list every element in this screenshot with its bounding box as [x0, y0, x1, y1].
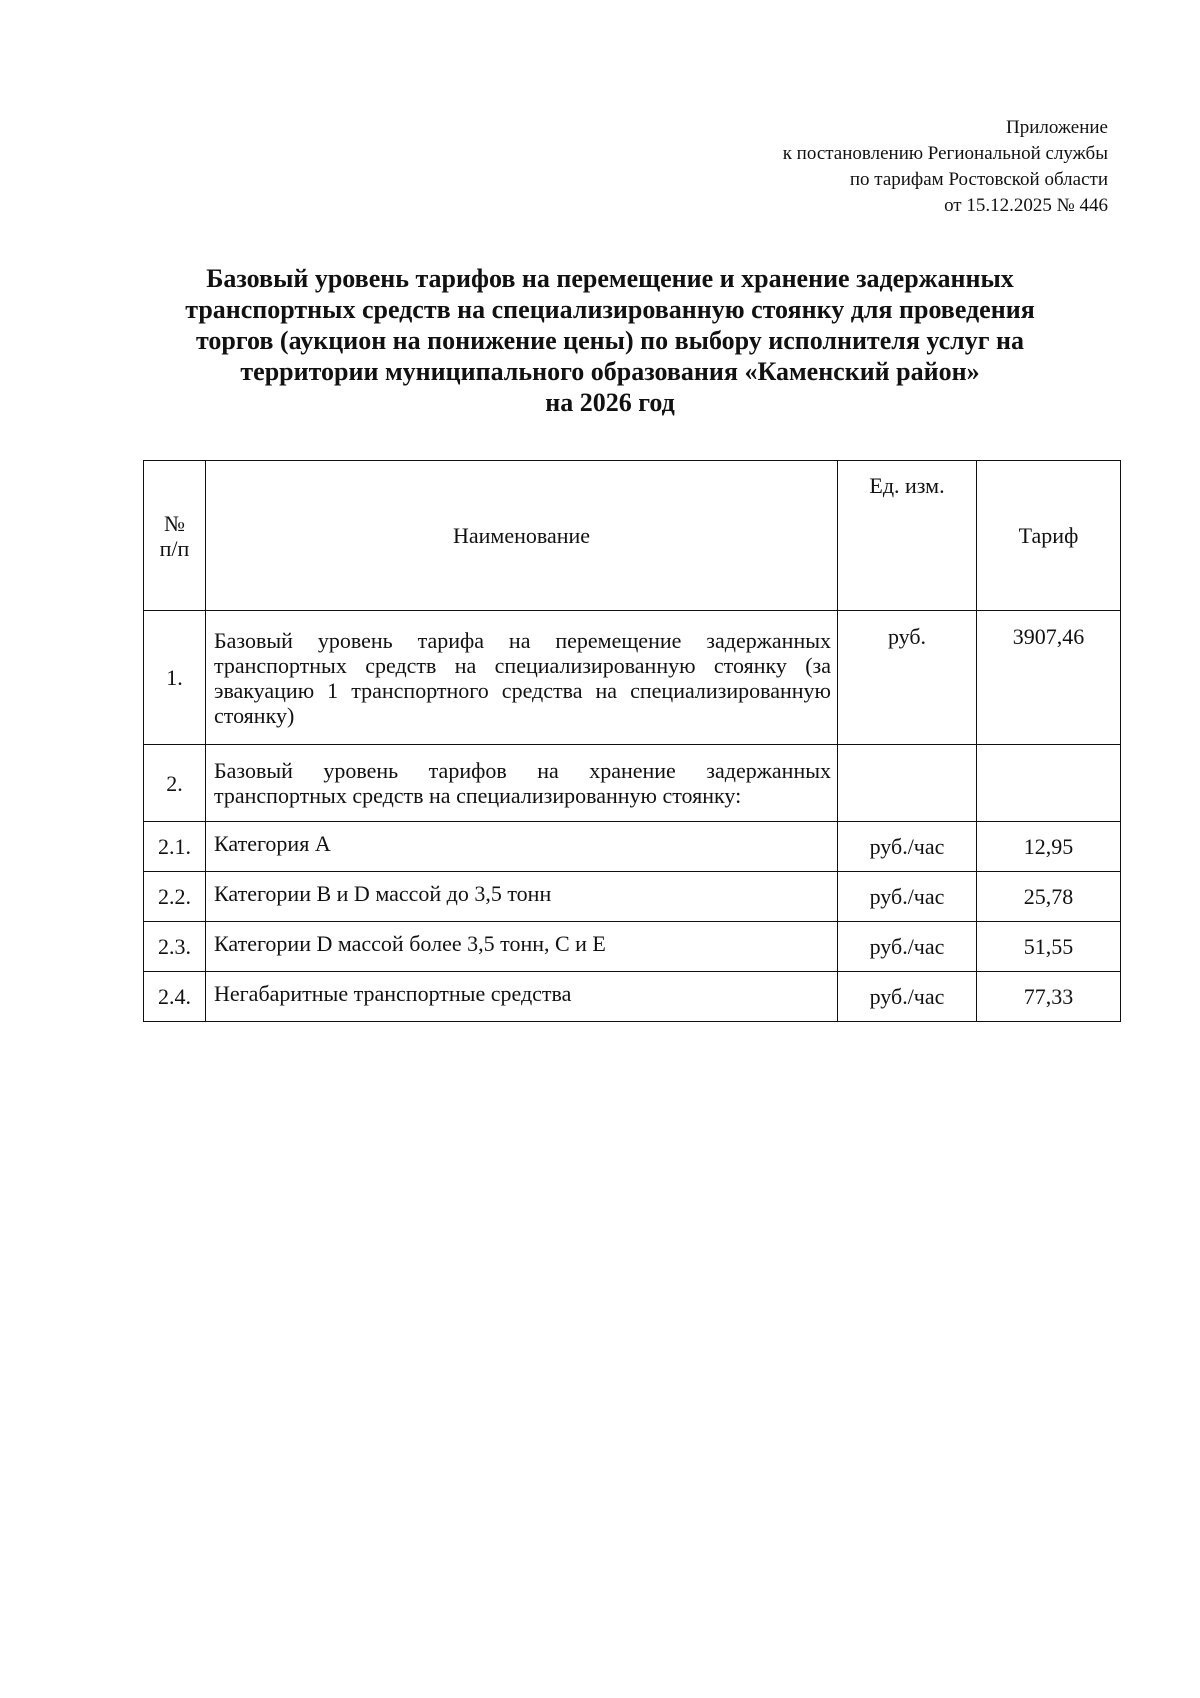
- row-unit: руб./час: [838, 922, 977, 972]
- header-number-symbol: №: [164, 510, 185, 536]
- row-tariff: [977, 745, 1121, 822]
- header-unit: Ед. изм.: [838, 461, 977, 611]
- table-header-row: [144, 461, 1121, 611]
- row-tariff: 25,78: [977, 872, 1121, 922]
- row-unit: руб./час: [838, 972, 977, 1022]
- appendix-header: [783, 115, 1108, 219]
- table-row: [144, 872, 1121, 922]
- row-number: 2.: [144, 745, 206, 822]
- header-number-abbrev: п/п: [159, 535, 190, 561]
- row-tariff: 77,33: [977, 972, 1121, 1022]
- header-tariff: Тариф: [977, 461, 1121, 611]
- appendix-label: Приложение: [1006, 117, 1108, 138]
- tariff-table: [143, 460, 1121, 1022]
- appendix-decree-line: к постановлению Региональной службы: [782, 143, 1108, 164]
- appendix-authority-line: по тарифам Ростовской области: [849, 169, 1108, 190]
- row-unit: руб./час: [838, 872, 977, 922]
- title-line-1: Базовый уровень тарифов на перемещение и хранение задержанных: [206, 264, 1014, 293]
- table-row: [144, 822, 1121, 872]
- title-line-2: транспортных средств на специализированную стоянку для проведения: [185, 295, 1035, 324]
- row-tariff: 3907,46: [977, 611, 1121, 745]
- row-name: Категории D массой более 3,5 тонн, C и E: [206, 922, 838, 972]
- header-number: [144, 461, 206, 611]
- appendix-date-number: от 15.12.2025 № 446: [944, 195, 1108, 216]
- title-line-5: на 2026 год: [545, 388, 675, 417]
- row-number: 1.: [144, 611, 206, 745]
- row-tariff: 12,95: [977, 822, 1121, 872]
- document-title: [150, 263, 1070, 418]
- row-number: 2.3.: [144, 922, 206, 972]
- table-row: [144, 745, 1121, 822]
- row-tariff: 51,55: [977, 922, 1121, 972]
- row-unit: руб.: [838, 611, 977, 745]
- header-name: Наименование: [206, 461, 838, 611]
- table-row: [144, 922, 1121, 972]
- row-name: Категории B и D массой до 3,5 тонн: [206, 872, 838, 922]
- title-line-4: территории муниципального образования «Каменский район»: [240, 357, 980, 386]
- table-row: [144, 611, 1121, 745]
- row-number: 2.4.: [144, 972, 206, 1022]
- row-name: Категория А: [206, 822, 838, 872]
- row-name: Базовый уровень тарифа на перемещение задержанных транспортных средств на специализированную стоянку (за эвакуацию 1 транспортного средства на специализированную стоянку): [206, 611, 838, 745]
- table-row: [144, 972, 1121, 1022]
- row-unit: руб./час: [838, 822, 977, 872]
- title-line-3: торгов (аукцион на понижение цены) по выбору исполнителя услуг на: [195, 326, 1024, 355]
- row-number: 2.1.: [144, 822, 206, 872]
- row-number: 2.2.: [144, 872, 206, 922]
- row-name: Негабаритные транспортные средства: [206, 972, 838, 1022]
- row-name: Базовый уровень тарифов на хранение задержанных транспортных средств на специализированную стоянку:: [206, 745, 838, 822]
- row-unit: [838, 745, 977, 822]
